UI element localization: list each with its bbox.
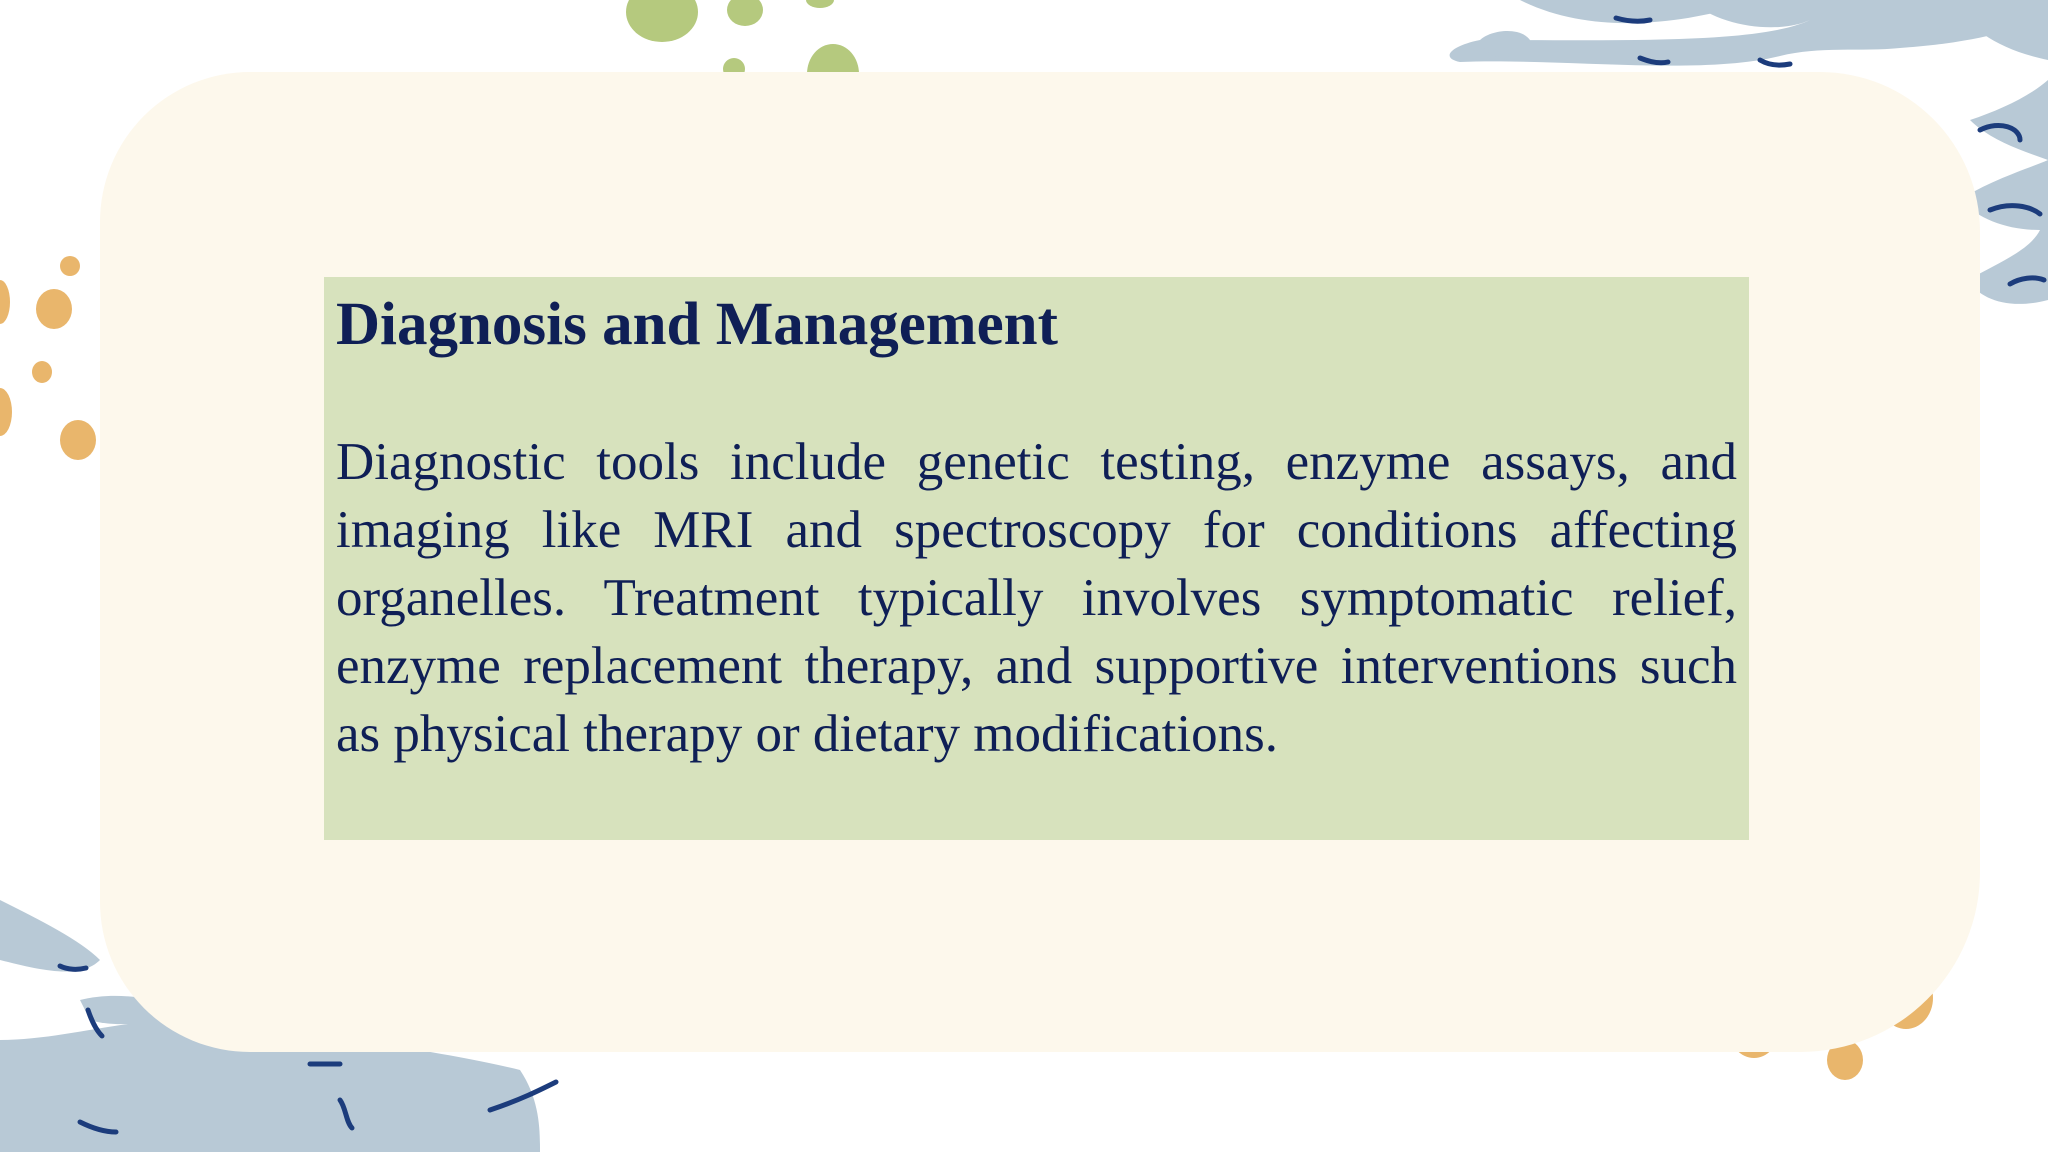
slide-title: Diagnosis and Management xyxy=(336,291,1058,358)
left-orange-dot-cluster xyxy=(0,256,96,460)
slide-body-text: Diagnostic tools include genetic testing, enzyme assays, and imaging like MRI and spectroscopy for conditions affecting organelles. Treatment typically involves symptomatic relief, enzyme replacement therapy, and supportive interventions such as physical therapy or dietary modifications. xyxy=(336,433,1737,764)
text-panel xyxy=(324,277,1749,840)
